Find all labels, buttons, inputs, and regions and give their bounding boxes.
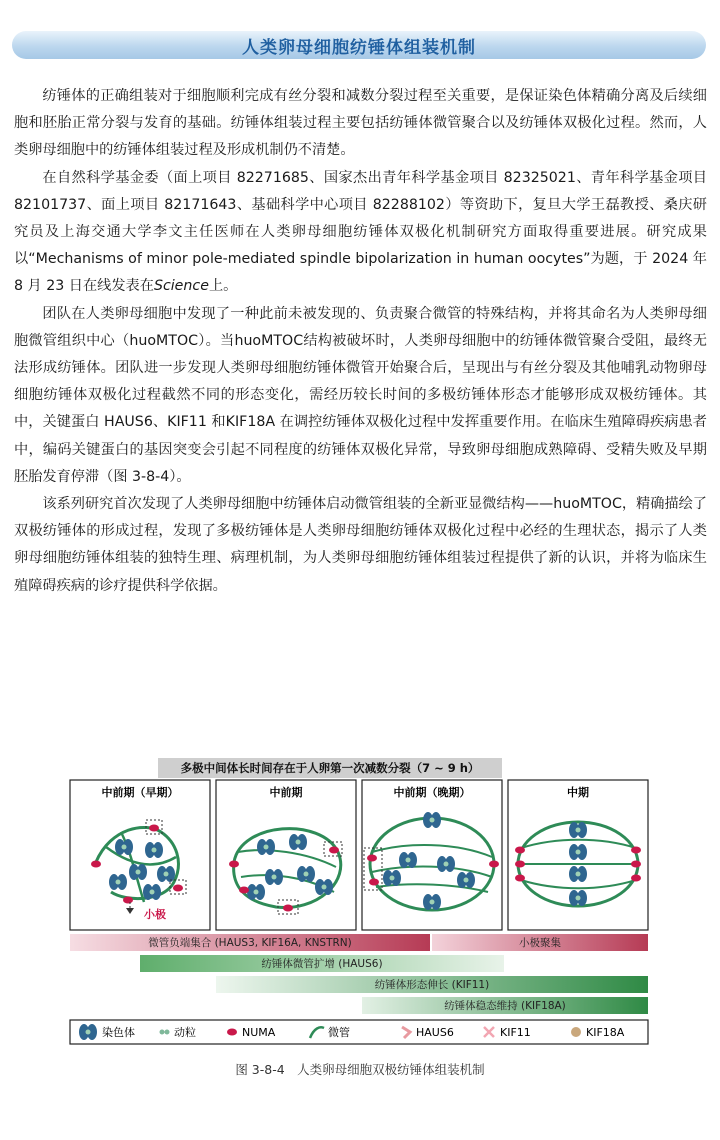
figure-spindle-assembly [66, 752, 660, 1052]
paragraph-2-end: 上。 [208, 278, 238, 295]
bar-label-4: 纺锤体形态伸长 (KIF11) [374, 979, 490, 991]
legend-chromosome [79, 1024, 135, 1040]
process-bars [70, 934, 648, 1014]
paragraph-1: 纺锤体的正确组装对于细胞顺利完成有丝分裂和减数分裂过程至关重要，是保证染色体精确分离及后续细胞和胚胎正常分裂与发育的基础。纺锤体组装过程主要包括纺锤体微管聚合以及纺锤体双极化过程。然而，人类卵母细胞中的纺锤体组装过程及形成机制仍不清楚。 [14, 88, 707, 159]
bar-label-2: 小极聚集 [519, 937, 561, 949]
panel-1 [70, 780, 210, 930]
figure-header: 多极中间体长时间存在于人卵第一次减数分裂（7 ~ 9 h） [180, 761, 480, 775]
minor-pole-label: 小极 [144, 908, 166, 921]
paragraph-3: 团队在人类卵母细胞中发现了一种此前未被发现的、负责聚合微管的特殊结构，并将其命名为人类卵母细胞微管组织中心（huoMTOC）。当huoMTOC结构被破坏时，人类卵母细胞中的纺锤体微管聚合受阻，最终无法形成纺锤体。团队进一步发现人类卵母细胞纺锤体微管开始聚合后，呈现出与有丝分裂及其他哺乳动物卵母细胞纺锤体双极化过程截然不同的形态变化，需经历较长时间的多极纺锤体形态才能够形成双极纺锤体。其中，关键蛋白 HAUS6、KIF11 和KIF18A 在调控纺锤体双极化过程中发挥重要作用。在临床生殖障碍疾病患者中，编码关键蛋白的基因突变会引起不同程度的纺锤体双极化异常，导致卵母细胞成熟障碍、受精失败及早期胚胎发育停滞（图 3‑8‑4）。 [14, 305, 707, 485]
svg-text:KIF11: KIF11 [500, 1026, 531, 1039]
svg-text:HAUS6: HAUS6 [416, 1026, 454, 1039]
bar-label-3: 纺锤体微管扩增 (HAUS6) [261, 958, 383, 970]
article-body [14, 83, 707, 600]
svg-text:微管: 微管 [328, 1026, 350, 1039]
svg-text:动粒: 动粒 [174, 1026, 196, 1039]
bar-label-5: 纺锤体稳态维持 (KIF18A) [444, 1000, 566, 1012]
panel-2 [216, 780, 356, 930]
svg-text:KIF18A: KIF18A [586, 1026, 625, 1039]
title-bar [12, 31, 706, 59]
panel-4 [508, 780, 648, 930]
paragraph-2 [14, 165, 707, 301]
panel-1-label: 中前期（早期） [101, 786, 179, 799]
page-title: 人类卵母细胞纺锤体组装机制 [242, 37, 476, 58]
svg-text:NUMA: NUMA [242, 1026, 276, 1039]
figure-caption: 图 3‑8‑4 人类卵母细胞双极纺锤体组装机制 [235, 1062, 485, 1077]
panel-3 [362, 780, 502, 930]
bar-label-1: 微管负端集合 (HAUS3, KIF16A, KNSTRN) [148, 937, 352, 949]
panel-3-label: 中前期（晚期） [393, 786, 471, 799]
legend [70, 1020, 648, 1044]
panel-2-label: 中前期 [269, 786, 303, 799]
panel-4-label: 中期 [567, 786, 589, 799]
paragraph-2-text: 在自然科学基金委（面上项目 82271685、国家杰出青年科学基金项目 82325021、青年科学基金项目 82101737、面上项目 82171643、基础科学中心项目 82288102）等资助下，复旦大学王磊教授、桑庆研究员及上海交通大学李文主任医师在人类卵母细胞纺锤体双极化机制研究方面取得重要进展。研究成果以“Mechanisms of minor pole‑mediated spindle bipolarization in human oocytes”为题，于 2024 年 8 月 23 日在线发表在 [14, 169, 707, 295]
svg-text:染色体: 染色体 [102, 1026, 135, 1039]
paragraph-4: 该系列研究首次发现了人类卵母细胞中纺锤体启动微管组装的全新亚显微结构——huoMTOC，精确描绘了双极纺锤体的形成过程，发现了多极纺锤体是人类卵母细胞纺锤体双极化过程中必经的生理状态，揭示了人类卵母细胞纺锤体组装的独特生理、病理机制，为人类卵母细胞纺锤体组装过程提供了新的认识，并将为临床生殖障碍疾病的诊疗提供科学依据。 [14, 496, 707, 594]
journal-name: Science [153, 278, 209, 295]
